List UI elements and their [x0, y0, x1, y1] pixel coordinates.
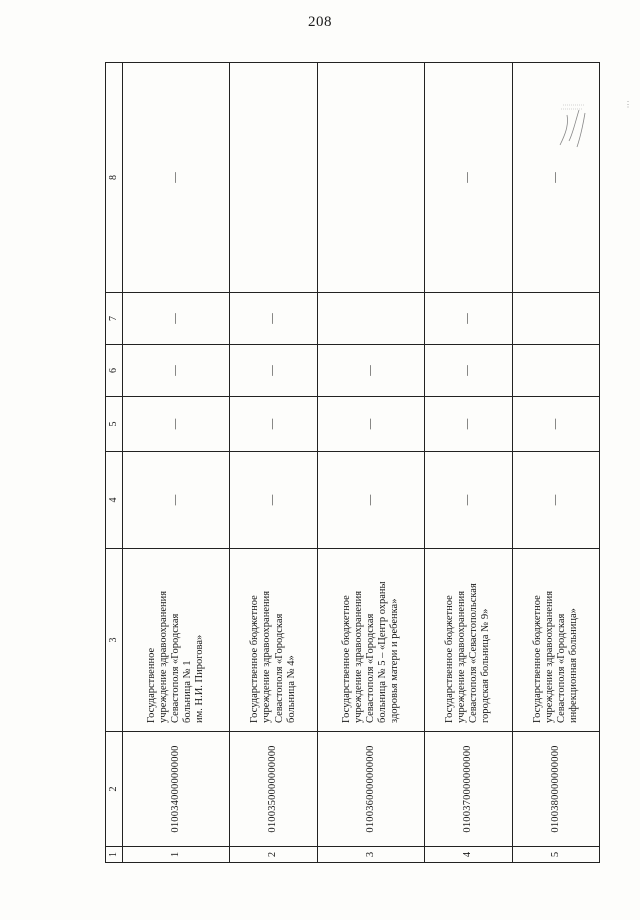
name-line: городская больница № 9» [480, 608, 492, 723]
dash-value: — [267, 494, 279, 506]
value-cell-c4 [317, 452, 424, 549]
stamp-scribble [555, 95, 595, 155]
dash-value: — [462, 494, 474, 506]
name-line: Севастополя «Городская [170, 613, 182, 723]
dash-value: — [170, 418, 182, 430]
dash-value: — [549, 494, 561, 506]
value-cell-c5 [512, 397, 600, 452]
row-number-cell: 2 [230, 847, 317, 863]
name-line: им. Н.И. Пирогова» [194, 634, 206, 723]
dash-value: — [364, 418, 376, 430]
dash-value: — [267, 365, 279, 376]
table-row [317, 63, 424, 863]
name-line: Государственное [145, 647, 157, 723]
name-line: больница № 5 – «Центр охраны [376, 581, 388, 723]
value-cell-c6 [512, 345, 600, 397]
row-number-cell: 4 [425, 847, 512, 863]
institution-name-cell [123, 549, 230, 732]
table-row [230, 63, 317, 863]
header-cell: 6 [106, 345, 123, 397]
value-cell-c6 [317, 345, 424, 397]
dash-value: — [364, 494, 376, 506]
header-cell: 5 [106, 397, 123, 452]
header-cell: 2 [106, 732, 123, 847]
value-cell-c7 [230, 293, 317, 345]
name-line: Государственное бюджетное [531, 595, 543, 723]
scan-mark: ⋮ [624, 100, 632, 109]
dash-value: — [364, 365, 376, 376]
name-line: Севастополя «Севастопольская [468, 583, 480, 723]
name-line: больница № 1 [182, 660, 194, 723]
code-cell: 0100350000000000 [230, 732, 317, 847]
name-line: Государственное бюджетное [340, 595, 352, 723]
name-line: Севастополя «Городская [273, 613, 285, 723]
value-cell-c4 [123, 452, 230, 549]
name-line: Севастополя «Городская [364, 613, 376, 723]
value-cell-c6 [123, 345, 230, 397]
header-cell: 7 [106, 293, 123, 345]
code-cell: 0100360000000000 [317, 732, 424, 847]
dash-value: — [170, 172, 182, 183]
value-cell-c5 [317, 397, 424, 452]
row-number-cell: 5 [512, 847, 600, 863]
value-cell-c8 [230, 63, 317, 293]
name-line: инфекционная больница» [567, 608, 579, 723]
row-number-cell: 1 [123, 847, 230, 863]
name-line: Севастополя «Городская [555, 613, 567, 723]
dash-value: — [267, 313, 279, 324]
name-line: учреждение здравоохранения [543, 590, 555, 723]
value-cell-c6 [425, 345, 512, 397]
name-line: учреждение здравоохранения [352, 590, 364, 723]
name-line: здоровья матери и ребенка» [388, 598, 400, 723]
value-cell-c8 [425, 63, 512, 293]
name-line: учреждение здравоохранения [261, 590, 273, 723]
value-cell-c4 [512, 452, 600, 549]
header-cell: 4 [106, 452, 123, 549]
value-cell-c5 [425, 397, 512, 452]
name-line: больница № 4» [285, 655, 297, 723]
value-cell-c7 [317, 293, 424, 345]
institution-name-cell [317, 549, 424, 732]
name-line: Государственное бюджетное [444, 595, 456, 723]
code-cell: 0100370000000000 [425, 732, 512, 847]
dash-value: — [462, 313, 474, 324]
dash-value: — [462, 172, 474, 183]
data-table [105, 62, 600, 863]
dash-value: — [267, 418, 279, 430]
table-row [123, 63, 230, 863]
dash-value: — [462, 365, 474, 376]
value-cell-c7 [512, 293, 600, 345]
institution-name-cell [425, 549, 512, 732]
dash-value: — [170, 494, 182, 506]
dash-value: — [462, 418, 474, 430]
dash-value: — [170, 365, 182, 376]
value-cell-c5 [230, 397, 317, 452]
value-cell-c4 [425, 452, 512, 549]
institution-name-cell [230, 549, 317, 732]
table-row [425, 63, 512, 863]
header-cell: 1 [106, 847, 123, 863]
code-cell: 0100380000000000 [512, 732, 600, 847]
value-cell-c5 [123, 397, 230, 452]
value-cell-c6 [230, 345, 317, 397]
header-cell: 3 [106, 549, 123, 732]
header-cell: 8 [106, 63, 123, 293]
name-line: учреждение здравоохранения [456, 590, 468, 723]
row-number-cell: 3 [317, 847, 424, 863]
name-line: учреждение здравоохранения [158, 590, 170, 723]
dash-value: — [549, 418, 561, 430]
value-cell-c7 [123, 293, 230, 345]
name-line: Государственное бюджетное [249, 595, 261, 723]
table-header-row [106, 63, 123, 863]
value-cell-c8 [123, 63, 230, 293]
value-cell-c4 [230, 452, 317, 549]
value-cell-c7 [425, 293, 512, 345]
dash-value: — [549, 172, 561, 183]
dash-value: — [170, 313, 182, 324]
rotated-table-container [105, 63, 600, 863]
page-number: 208 [308, 14, 332, 30]
value-cell-c8 [317, 63, 424, 293]
institution-name-cell [512, 549, 600, 732]
code-cell: 0100340000000000 [123, 732, 230, 847]
table-row [512, 63, 600, 863]
